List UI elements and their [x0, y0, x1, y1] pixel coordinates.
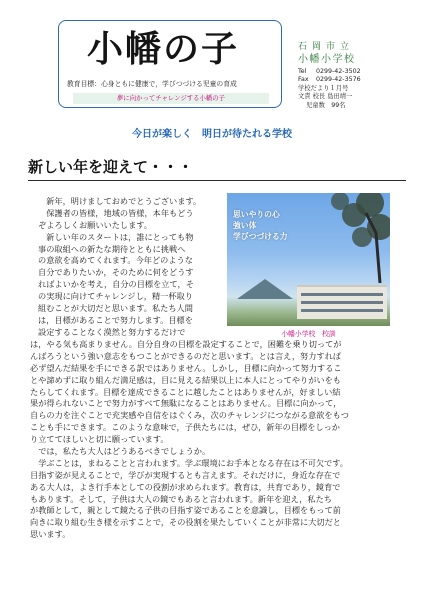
school-name: 小幡小学校: [298, 54, 356, 65]
text-line: ある大人は，よき行手本としての役割が求められます。教育は，共育であり，鏡育で: [30, 481, 341, 492]
school-motto-subtitle: 今日が楽しく 明日が待たれる学校: [132, 129, 292, 140]
text-line: 設定することなく漠然と努力するだけで: [38, 326, 186, 337]
text-line: は，やる気も高まりません。自分自身の目標を設定することで，困難を乗り切ってが: [30, 339, 342, 349]
text-line: では，私たち大人はどうあるべきでしょうか。: [30, 446, 211, 457]
body-text-left-column: [38, 196, 201, 339]
school-slogan: 夢に向かってチャレンジする小幡の子: [73, 93, 269, 104]
editor-credit: 文責 校長 島田靖一: [298, 93, 353, 101]
tel-number: 0299-42-3502: [316, 68, 361, 75]
text-line: 保護者の皆様，地域の皆様，本年もどう: [38, 207, 194, 218]
text-line: ればよいかを考え，自分の目標を立て，そ: [38, 279, 194, 290]
school-photo: [227, 193, 390, 326]
text-line: 自分でありたいか，そのために何をどうす: [38, 267, 194, 278]
text-line: 必ず望んだ結果を手にできる訳ではありません。しかし，目標に向かって努力するこ: [30, 362, 342, 373]
text-line: り立ててほしいと切に願っています。: [30, 434, 169, 445]
text-line: んばろうという強い意志をもつことができるのだと思います。とは言え，努力すれば: [30, 350, 341, 361]
masthead-frame: [58, 20, 282, 108]
cherry-tree-graphic: [310, 193, 390, 283]
text-line: 新しい年のスタートは，誰にとっても物: [38, 231, 194, 242]
photo-caption: 小幡小学校 校訓: [281, 330, 336, 338]
newsletter-title: 小幡の子: [87, 28, 240, 70]
text-line: が教師として，親として鏡たる子供の目指す姿であることを意識し，目標をもって前: [30, 505, 341, 516]
fax-number: 0299-42-3576: [316, 76, 361, 84]
precept-line: 学びつづける力: [233, 232, 288, 241]
text-line: ぞよろしくお願いいたします。: [38, 219, 152, 230]
pupil-count: 児童数 99名: [306, 101, 346, 109]
text-line: 学ぶことは，まねることと言われます。学ぶ環境にお手本となる存在は不可欠です。: [30, 457, 349, 468]
school-info: [298, 68, 361, 110]
text-line: 組むことが大切だと思います。私たち人間: [38, 303, 193, 314]
education-goal: 教育目標：心身ともに健康で，学びつづける児童の育成: [67, 80, 237, 88]
text-line: 新年，明けましておめでとうございます。: [38, 196, 202, 206]
text-line: は，目標があることで努力します。目標を: [38, 314, 193, 325]
text-line: たらしてくれます。目標を達成できることに越したことはありませんが，好ましい結: [30, 386, 341, 397]
tel-label: Tel: [298, 68, 307, 75]
text-line: 目指す姿が見えることで，学びが実現するとも言えます。それだけに，身近な存在で: [30, 469, 341, 480]
heading-underline: [28, 180, 406, 181]
text-line: の実現に向けてチャレンジし，精一杯取り: [38, 291, 193, 302]
school-city: 石岡市立: [298, 42, 355, 52]
fax-label: Fax: [298, 76, 309, 84]
text-line: とや諦めずに取り組んだ満足感は，目に見える結果以上に本人にとってやりがいをも: [30, 374, 341, 385]
school-building-graphic: [297, 285, 387, 319]
text-line: の意欲を高めてくれます。今年どのような: [38, 255, 193, 266]
text-line: 思います。: [30, 529, 71, 540]
text-line: 向きに取り組む生き様を示すことで，その役割を果たしていくことが非常に大切だと: [30, 517, 341, 528]
section-heading: 新しい年を迎えて・・・: [28, 158, 194, 176]
text-line: もあります。そして，子供は大人の鏡でもあると言われます。新年を迎え，私たち: [30, 493, 332, 504]
text-line: 事の取組への新たな期待とともに挑戦へ: [38, 243, 186, 254]
precept-line: 強い体: [233, 221, 257, 230]
text-line: 自らの力を注ぐことで充実感や自信をはぐくみ，次のチャレンジにつながる意欲をもつ: [30, 410, 349, 421]
body-text-full-width: [30, 339, 349, 541]
school-precepts: [233, 209, 288, 242]
precept-line: 思いやりの心: [233, 210, 280, 219]
text-line: 果が得られないことで努力がすべて無駄になることはありません。目標に向かって，: [30, 398, 342, 409]
issue-label: 学校だより１月号: [298, 84, 349, 92]
mountain-graphic: [237, 279, 293, 299]
text-line: ことも手にできます。このような意味で，子供たちには，ぜひ，新年の目標をしっか: [30, 422, 340, 433]
